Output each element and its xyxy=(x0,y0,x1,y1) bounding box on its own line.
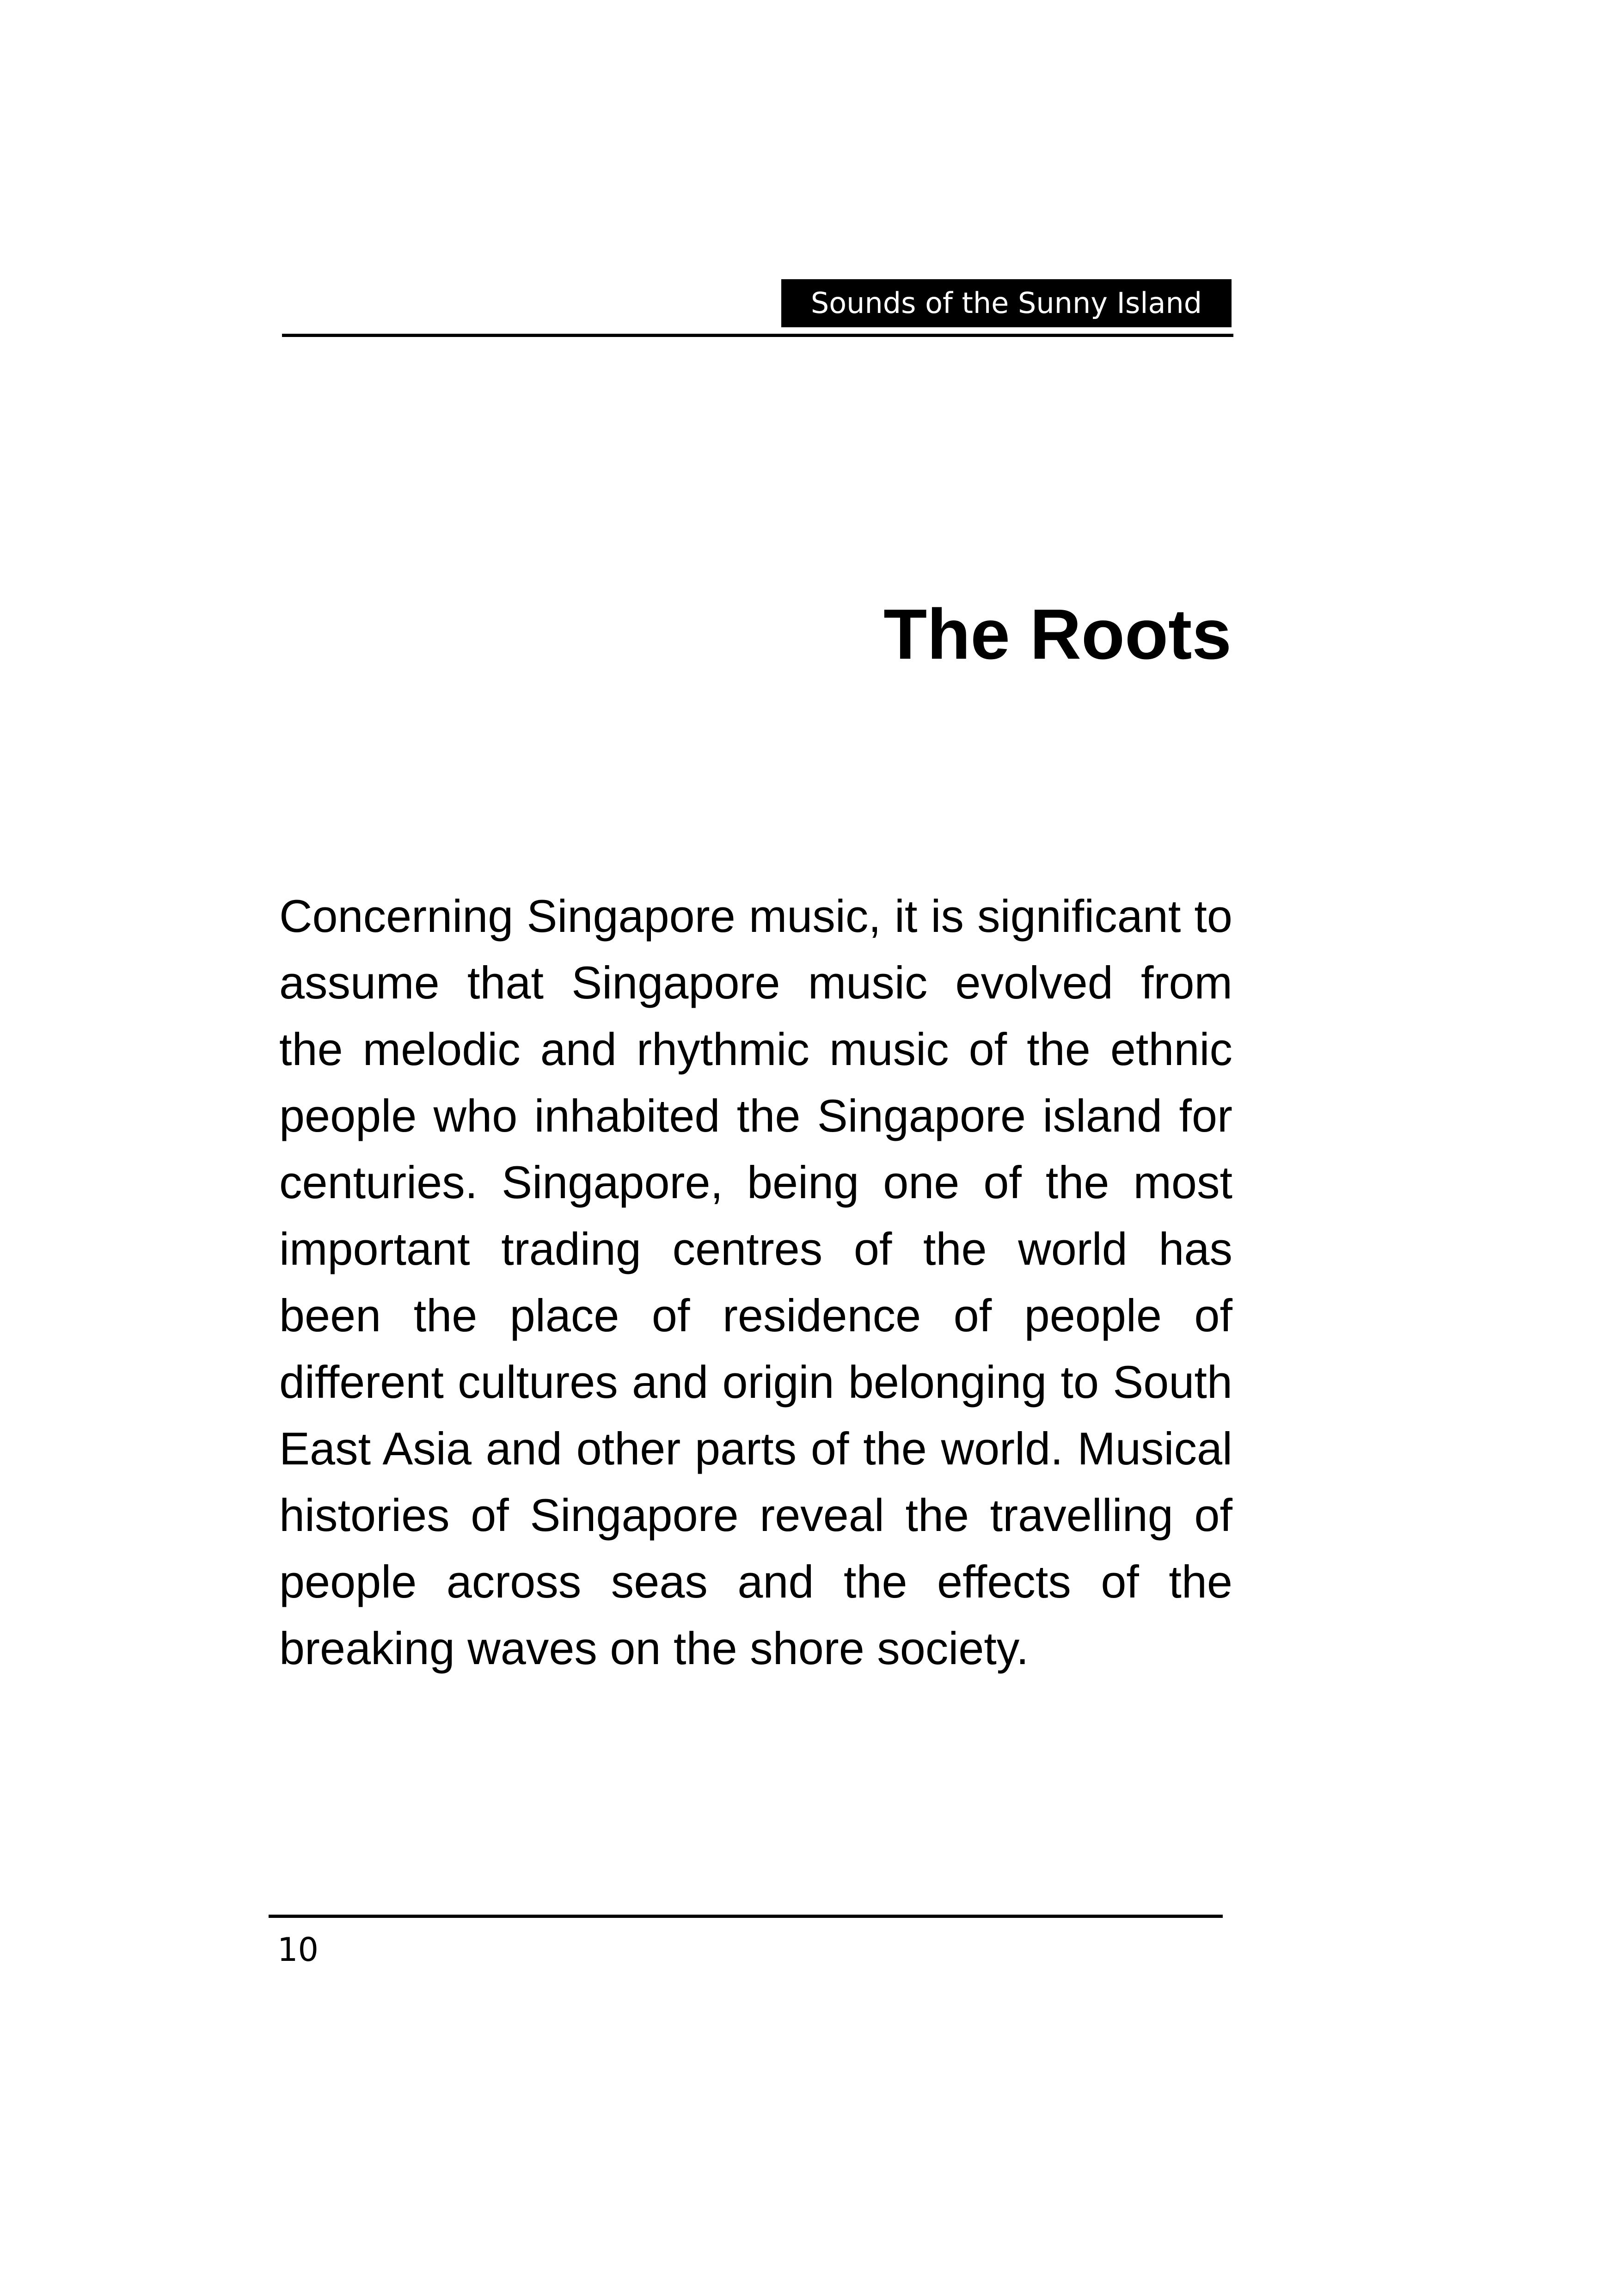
header-divider xyxy=(282,334,1233,337)
body-paragraph: Concerning Singapore music, it is significant to assume that Singapore music evolved from the melodic and rhythmic music of the ethnic people who inhabited the Singapore island for centuries. Singapore, being one of the most important trading centres of the world has been the place of residence of people of different cultures and origin belonging to South East Asia and other parts of the world. Musical histories of Singapore reveal the travelling of people across seas and the effects of the breaking waves on the shore society. xyxy=(279,890,1232,1674)
chapter-title: The Roots xyxy=(883,594,1232,674)
page-number: 10 xyxy=(277,1931,319,1969)
footer-divider xyxy=(269,1915,1223,1918)
running-header-title: Sounds of the Sunny Island xyxy=(781,279,1232,327)
